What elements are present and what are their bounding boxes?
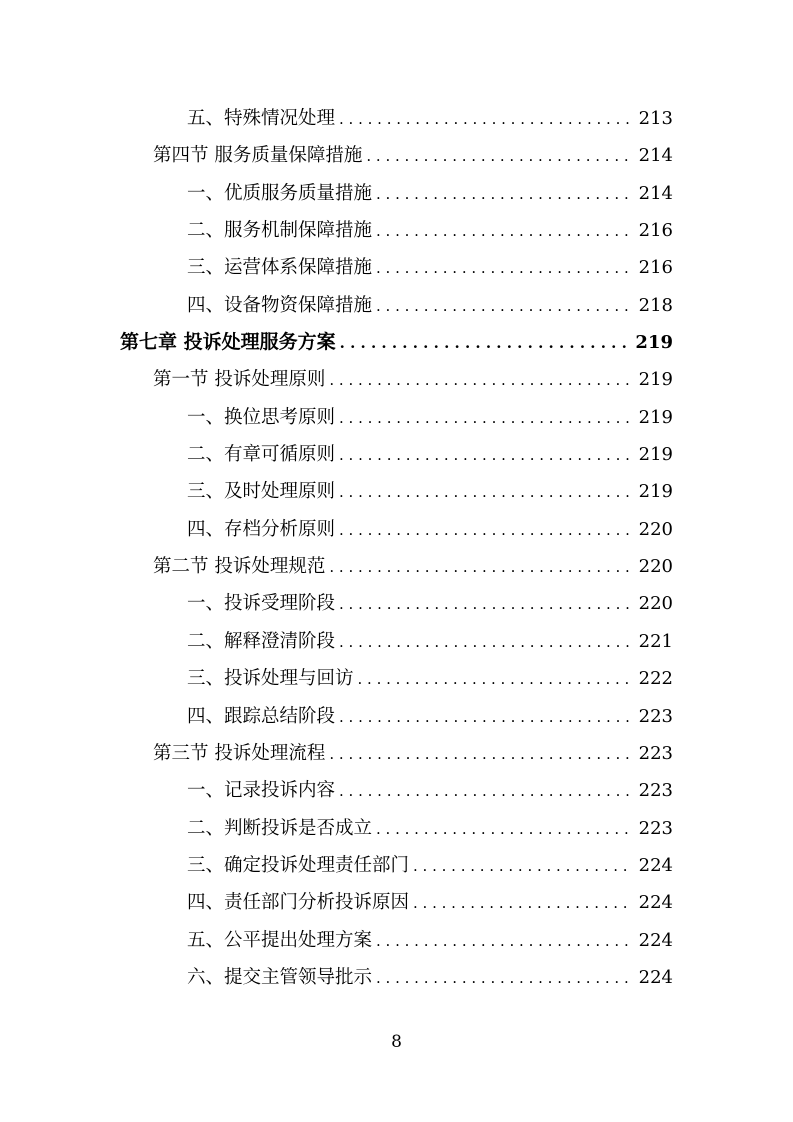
- toc-entry-page: 223: [638, 780, 673, 802]
- toc-leader-dots: [339, 474, 633, 511]
- toc-entry-title: 三、确定投诉处理责任部门: [187, 854, 410, 876]
- toc-entry[interactable]: [120, 585, 673, 622]
- toc-entry[interactable]: [120, 287, 673, 324]
- toc-entry-title: 二、解释澄清阶段: [187, 630, 336, 652]
- toc-chapter-entry[interactable]: [120, 324, 673, 361]
- toc-entry-page: 220: [638, 593, 673, 615]
- toc-leader-dots: [339, 512, 633, 549]
- toc-leader-dots: [376, 288, 633, 325]
- toc-entry-title: 一、优质服务质量措施: [187, 182, 373, 204]
- toc-entry-page: 221: [638, 630, 673, 652]
- toc-entry-page: 213: [638, 108, 673, 129]
- toc-entry-page: 220: [638, 556, 673, 578]
- toc-entry-title: 第三节 投诉处理流程: [153, 742, 326, 764]
- toc-entry[interactable]: [120, 361, 673, 398]
- toc-entry-page: 216: [638, 220, 673, 242]
- toc-entry[interactable]: [120, 735, 673, 772]
- toc-entry[interactable]: [120, 100, 673, 137]
- toc-entry-page: 224: [638, 929, 673, 951]
- toc-leader-dots: [413, 885, 633, 922]
- toc-entry-page: 223: [638, 742, 673, 764]
- toc-leader-dots: [358, 661, 633, 698]
- toc-leader-dots: [376, 811, 633, 848]
- toc-entry-title: 五、特殊情况处理: [187, 108, 336, 129]
- toc-entry[interactable]: [120, 922, 673, 959]
- toc-entry-title: 二、服务机制保障措施: [187, 220, 373, 242]
- toc-leader-dots: [366, 138, 632, 175]
- toc-entry[interactable]: [120, 884, 673, 921]
- toc-entry[interactable]: [120, 772, 673, 809]
- toc-entry-page: 214: [638, 145, 673, 167]
- toc-leader-dots: [376, 176, 633, 213]
- toc-entry[interactable]: [120, 473, 673, 510]
- toc-entry-title: 三、及时处理原则: [187, 481, 336, 503]
- toc-leader-dots: [339, 101, 633, 138]
- toc-leader-dots: [329, 362, 632, 399]
- toc-entry-page: 219: [638, 406, 673, 428]
- toc-leader-dots: [339, 773, 633, 810]
- toc-entry-title: 四、责任部门分析投诉原因: [187, 892, 410, 914]
- toc-entry-title: 第二节 投诉处理规范: [153, 556, 326, 578]
- toc-entry-title: 一、换位思考原则: [187, 406, 336, 428]
- toc-entry-title: 一、记录投诉内容: [187, 780, 336, 802]
- toc-entry-page: 222: [638, 668, 673, 690]
- toc-entry-title: 三、投诉处理与回访: [187, 668, 354, 690]
- toc-entry-title: 二、有章可循原则: [187, 444, 336, 466]
- toc-entry[interactable]: [120, 175, 673, 212]
- toc-entry[interactable]: [120, 212, 673, 249]
- toc-entry-title: 四、设备物资保障措施: [187, 294, 373, 316]
- toc-leader-dots: [339, 624, 633, 661]
- toc-leader-dots: [413, 848, 633, 885]
- toc-entry-title: 五、公平提出处理方案: [187, 929, 373, 951]
- toc-entry[interactable]: [120, 249, 673, 286]
- toc-entry-page: 220: [638, 518, 673, 540]
- toc-leader-dots: [339, 699, 633, 736]
- toc-entry-page: 224: [638, 854, 673, 876]
- toc-entry-page: 216: [638, 257, 673, 279]
- toc-leader-dots: [376, 960, 633, 997]
- toc-leader-dots: [329, 736, 632, 773]
- table-of-contents: [120, 100, 673, 996]
- toc-entry-title: 第七章 投诉处理服务方案: [120, 331, 336, 354]
- toc-entry[interactable]: [120, 548, 673, 585]
- toc-leader-dots: [376, 250, 633, 287]
- toc-entry[interactable]: [120, 623, 673, 660]
- toc-leader-dots: [376, 923, 633, 960]
- toc-entry-page: 224: [638, 892, 673, 914]
- toc-entry-title: 四、存档分析原则: [187, 518, 336, 540]
- toc-entry-title: 第一节 投诉处理原则: [153, 369, 326, 391]
- toc-leader-dots: [376, 213, 633, 250]
- toc-entry-page: 218: [638, 294, 673, 316]
- toc-entry[interactable]: [120, 399, 673, 436]
- toc-entry[interactable]: [120, 511, 673, 548]
- toc-entry[interactable]: [120, 436, 673, 473]
- toc-entry-title: 一、投诉受理阶段: [187, 593, 336, 615]
- toc-entry-title: 三、运营体系保障措施: [187, 257, 373, 279]
- toc-entry-page: 219: [638, 369, 673, 391]
- toc-leader-dots: [339, 437, 633, 474]
- toc-entry-page: 224: [638, 966, 673, 988]
- toc-entry-page: 219: [635, 332, 673, 354]
- toc-entry[interactable]: [120, 959, 673, 996]
- toc-leader-dots: [339, 400, 633, 437]
- toc-entry-page: 219: [638, 481, 673, 503]
- toc-leader-dots: [340, 325, 630, 362]
- toc-entry-page: 219: [638, 444, 673, 466]
- toc-entry-title: 第四节 服务质量保障措施: [153, 145, 363, 167]
- toc-entry-page: 214: [638, 182, 673, 204]
- toc-entry[interactable]: [120, 137, 673, 174]
- toc-entry-title: 二、判断投诉是否成立: [187, 817, 373, 839]
- toc-entry[interactable]: [120, 660, 673, 697]
- toc-entry[interactable]: [120, 847, 673, 884]
- toc-entry[interactable]: [120, 698, 673, 735]
- toc-entry[interactable]: [120, 810, 673, 847]
- toc-entry-title: 六、提交主管领导批示: [187, 966, 373, 988]
- toc-leader-dots: [339, 586, 633, 623]
- page-number: 8: [391, 1032, 402, 1052]
- toc-entry-page: 223: [638, 817, 673, 839]
- toc-entry-page: 223: [638, 705, 673, 727]
- toc-leader-dots: [329, 549, 632, 586]
- toc-entry-title: 四、跟踪总结阶段: [187, 705, 336, 727]
